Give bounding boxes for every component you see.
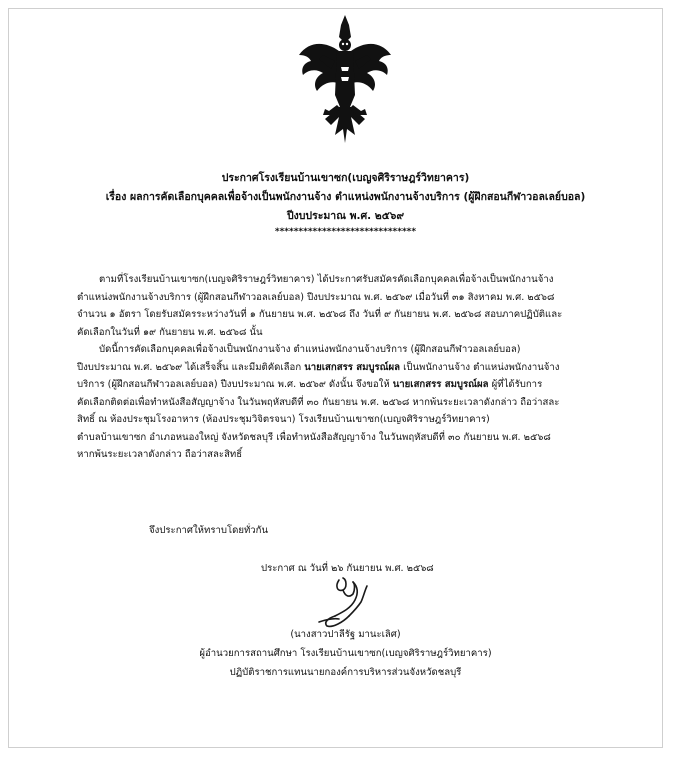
text-segment: ผู้ที่ได้รับการ [491, 379, 543, 390]
document-page [8, 8, 663, 748]
signatory-position: ผู้อำนวยการสถานศึกษา โรงเรียนบ้านเขาซก(เบญจศิริราษฎร์วิทยาคาร) [199, 648, 492, 659]
announcement-header [49, 169, 642, 239]
fiscal-year: ปีงบประมาณ พ.ศ. ๒๕๖๙ [286, 210, 405, 222]
closing-notice: จึงประกาศให้ทราบโดยทั่วกัน [149, 525, 269, 536]
signatory-name: (นางสาวปาลีรัฐ มานะเลิศ) [290, 629, 401, 640]
paragraph-line [77, 376, 622, 394]
paragraph-line: ตำบลบ้านเขาซก อำเภอหนองใหญ่ จังหวัดชลบุรี เพื่อทำหนังสือสัญญาจ้าง ในวันพฤหัสบดีที่ ๓๐ กันยายน พ.ศ. ๒๕๖๘ [77, 431, 551, 443]
paragraph-line: คัดเลือกในวันที่ ๑๙ กันยายน พ.ศ. ๒๕๖๘ นั้น [77, 326, 263, 338]
paragraph-background [77, 271, 622, 341]
signatory-acting-role: ปฏิบัติราชการแทนนายกองค์การบริหารส่วนจังหวัดชลบุรี [229, 667, 462, 678]
announcement-title: ประกาศโรงเรียนบ้านเขาซก(เบญจศิริราษฎร์วิทยาคาร) [221, 172, 470, 184]
paragraph-line: คัดเลือกติดต่อเพื่อทำหนังสือสัญญาจ้าง ในวันพฤหัสบดีที่ ๓๐ กันยายน พ.ศ. ๒๕๖๘ หากพ้นระยะเวลาดังกล่าว ถือว่าสละ [77, 396, 560, 408]
paragraph-line: จำนวน ๑ อัตรา โดยรับสมัครระหว่างวันที่ ๑ กันยายน พ.ศ. ๒๕๖๘ ถึง วันที่ ๙ กันยายน พ.ศ. ๒๕๖๘ สอบภาคปฏิบัติและ [77, 309, 563, 320]
paragraph-line [77, 359, 622, 377]
title-separator: ****************************** [274, 227, 417, 237]
paragraph-result [77, 341, 622, 464]
selected-candidate-name: นายเสกสรร สมบูรณ์ผล [392, 379, 489, 390]
paragraph-line: บัดนี้การคัดเลือกบุคคลเพื่อจ้างเป็นพนักงานจ้าง ตำแหน่งพนักงานจ้างบริการ (ผู้ฝึกสอนกีฬาวอลเลย์บอล) [99, 344, 521, 355]
paragraph-line: สิทธิ์ ณ ห้องประชุมโรงอาหาร (ห้องประชุมวิจิตรจนา) โรงเรียนบ้านเขาซก(เบญจศิริราษฎร์วิทยาคาร) [77, 414, 490, 425]
paragraph-line: ตามที่โรงเรียนบ้านเขาซก(เบญจศิริราษฎร์วิทยาคาร) ได้ประกาศรับสมัครคัดเลือกบุคคลเพื่อจ้างเป็นพนักงานจ้าง [99, 274, 554, 285]
paragraph-line: ตำแหน่งพนักงานจ้างบริการ (ผู้ฝึกสอนกีฬาวอลเลย์บอล) ปีงบประมาณ พ.ศ. ๒๕๖๙ เมื่อวันที่ ๓๑ สิงหาคม พ.ศ. ๒๕๖๘ [77, 291, 555, 303]
selected-candidate-name: นายเสกสรร สมบูรณ์ผล [304, 361, 401, 373]
text-segment: ปีงบประมาณ พ.ศ. ๒๕๖๙ ได้เสร็จสิ้น และมีมติคัดเลือก [77, 361, 302, 373]
text-segment: เป็นพนักงานจ้าง ตำแหน่งพนักงานจ้าง [403, 361, 560, 373]
garuda-emblem-icon [295, 11, 395, 161]
announcement-subject: เรื่อง ผลการคัดเลือกบุคคลเพื่อจ้างเป็นพนักงานจ้าง ตำแหน่งพนักงานจ้างบริการ (ผู้ฝึกสอนกีฬาวอลเลย์บอล) [105, 191, 586, 203]
text-segment: บริการ (ผู้ฝึกสอนกีฬาวอลเลย์บอล) ปีงบประมาณ พ.ศ. ๒๕๖๙ ดังนั้น จึงขอให้ [77, 379, 390, 390]
given-date: ประกาศ ณ วันที่ ๒๖ กันยายน พ.ศ. ๒๕๖๘ [261, 563, 434, 574]
handwritten-signature [309, 572, 379, 632]
paragraph-line: หากพ้นระยะเวลาดังกล่าว ถือว่าสละสิทธิ์ [77, 449, 243, 460]
